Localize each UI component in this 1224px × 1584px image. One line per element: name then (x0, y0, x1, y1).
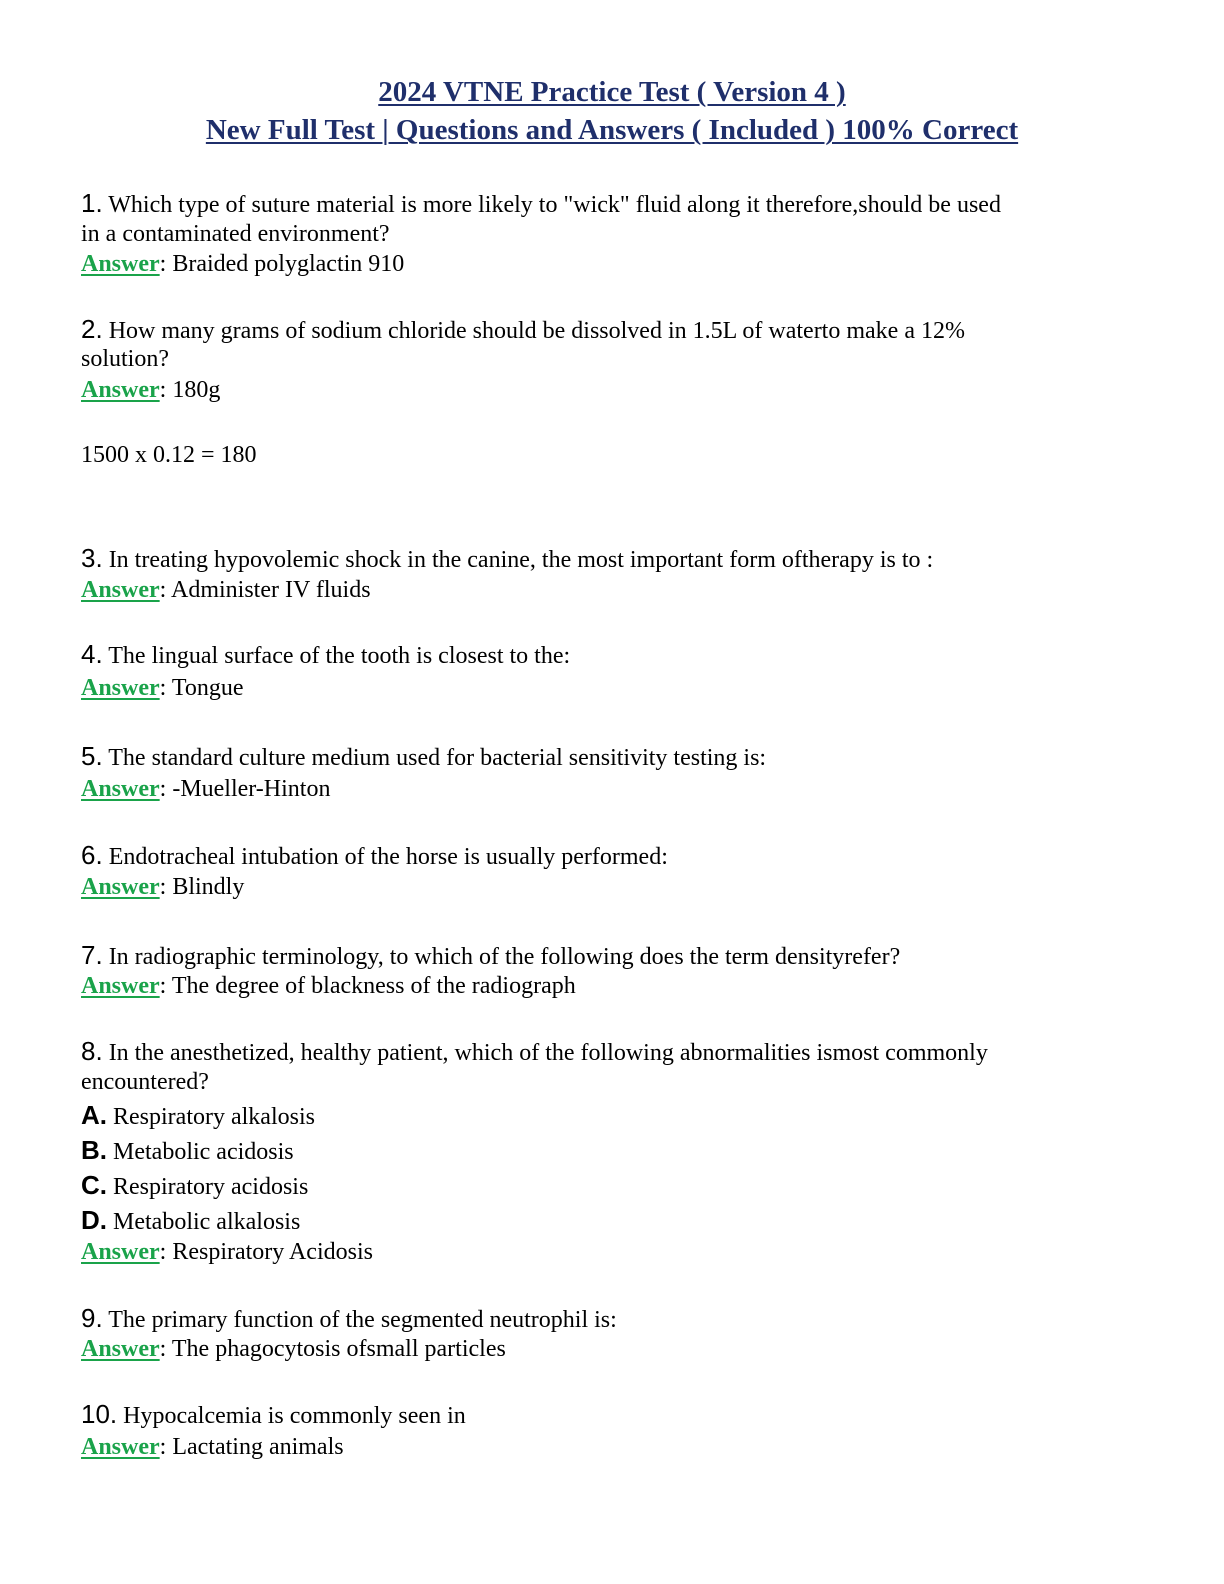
question-3 (81, 545, 933, 572)
question-text: In radiographic terminology, to which of the following does the term densityrefer? (102, 944, 901, 970)
question-text: Endotracheal intubation of the horse is usually performed: (102, 844, 668, 870)
question-8-cont: encountered? (81, 1069, 209, 1095)
question-number: 3. (81, 543, 103, 573)
option-text: Respiratory acidosis (107, 1174, 309, 1200)
answer-7 (81, 974, 576, 998)
question-number: 10. (81, 1399, 118, 1429)
question-number: 4. (81, 639, 103, 669)
option-letter: C. (81, 1170, 107, 1200)
answer-label: Answer (81, 874, 160, 900)
question-number: 2. (81, 314, 103, 344)
answer-1 (81, 252, 404, 276)
answer-label: Answer (81, 1336, 160, 1362)
question-1 (81, 190, 1001, 217)
answer-text: : -Mueller-Hinton (159, 776, 331, 802)
answer-label: Answer (81, 973, 160, 999)
option-text: Metabolic alkalosis (107, 1209, 301, 1235)
question-6 (81, 842, 668, 869)
question-text: In the anesthetized, healthy patient, which of the following abnormalities ismost commonly (102, 1040, 988, 1066)
answer-text: : Blindly (159, 874, 245, 900)
question-number: 9. (81, 1303, 103, 1333)
question-text: Which type of suture material is more likely to "wick" fluid along it therefore,should be used (102, 192, 1001, 218)
answer-text: : Administer IV fluids (159, 577, 371, 603)
option-letter: B. (81, 1135, 107, 1165)
answer-2 (81, 378, 220, 402)
option-b (81, 1137, 294, 1164)
question-4 (81, 641, 570, 668)
answer-text: : Braided polyglactin 910 (159, 251, 405, 277)
question-number: 8. (81, 1036, 103, 1066)
answer-4 (81, 676, 244, 700)
question-text: How many grams of sodium chloride should be dissolved in 1.5L of waterto make a 12% (102, 318, 965, 344)
option-letter: D. (81, 1205, 107, 1235)
answer-label: Answer (81, 1239, 160, 1265)
answer-6 (81, 875, 244, 899)
answer-5 (81, 777, 330, 801)
answer-label: Answer (81, 1434, 160, 1460)
answer-3 (81, 578, 371, 602)
option-a (81, 1102, 315, 1129)
option-text: Respiratory alkalosis (107, 1104, 315, 1130)
answer-text: : Respiratory Acidosis (159, 1239, 373, 1265)
answer-9 (81, 1337, 506, 1361)
question-10 (81, 1401, 466, 1428)
question-1-cont: in a contaminated environment? (81, 221, 390, 247)
question-number: 6. (81, 840, 103, 870)
question-text: In treating hypovolemic shock in the canine, the most important form oftherapy is to : (102, 547, 934, 573)
document-subtitle: New Full Test | Questions and Answers ( Included ) 100% Correct (205, 114, 1019, 146)
option-d (81, 1207, 300, 1234)
option-c (81, 1172, 308, 1199)
answer-text: : The phagocytosis ofsmall particles (159, 1336, 506, 1362)
question-text: Hypocalcemia is commonly seen in (117, 1403, 466, 1429)
answer-label: Answer (81, 776, 160, 802)
question-9 (81, 1305, 617, 1332)
answer-text: : Tongue (159, 675, 244, 701)
question-text: The primary function of the segmented neutrophil is: (102, 1307, 617, 1333)
question-text: The standard culture medium used for bacterial sensitivity testing is: (102, 745, 767, 771)
question-2 (81, 316, 965, 343)
question-2-cont: solution? (81, 346, 169, 372)
question-number: 1. (81, 188, 103, 218)
answer-text: : 180g (159, 377, 221, 403)
question-7 (81, 942, 900, 969)
answer-text: : The degree of blackness of the radiograph (159, 973, 576, 999)
answer-label: Answer (81, 251, 160, 277)
question-number: 7. (81, 940, 103, 970)
document-title: 2024 VTNE Practice Test ( Version 4 ) (378, 76, 846, 108)
answer-8 (81, 1240, 373, 1264)
option-text: Metabolic acidosis (107, 1139, 294, 1165)
answer-label: Answer (81, 377, 160, 403)
option-letter: A. (81, 1100, 107, 1130)
question-text: The lingual surface of the tooth is closest to the: (102, 643, 571, 669)
answer-10 (81, 1435, 344, 1459)
question-number: 5. (81, 741, 103, 771)
answer-label: Answer (81, 675, 160, 701)
answer-text: : Lactating animals (159, 1434, 344, 1460)
question-8 (81, 1038, 988, 1065)
answer-label: Answer (81, 577, 160, 603)
calculation-note: 1500 x 0.12 = 180 (81, 442, 257, 468)
question-5 (81, 743, 766, 770)
